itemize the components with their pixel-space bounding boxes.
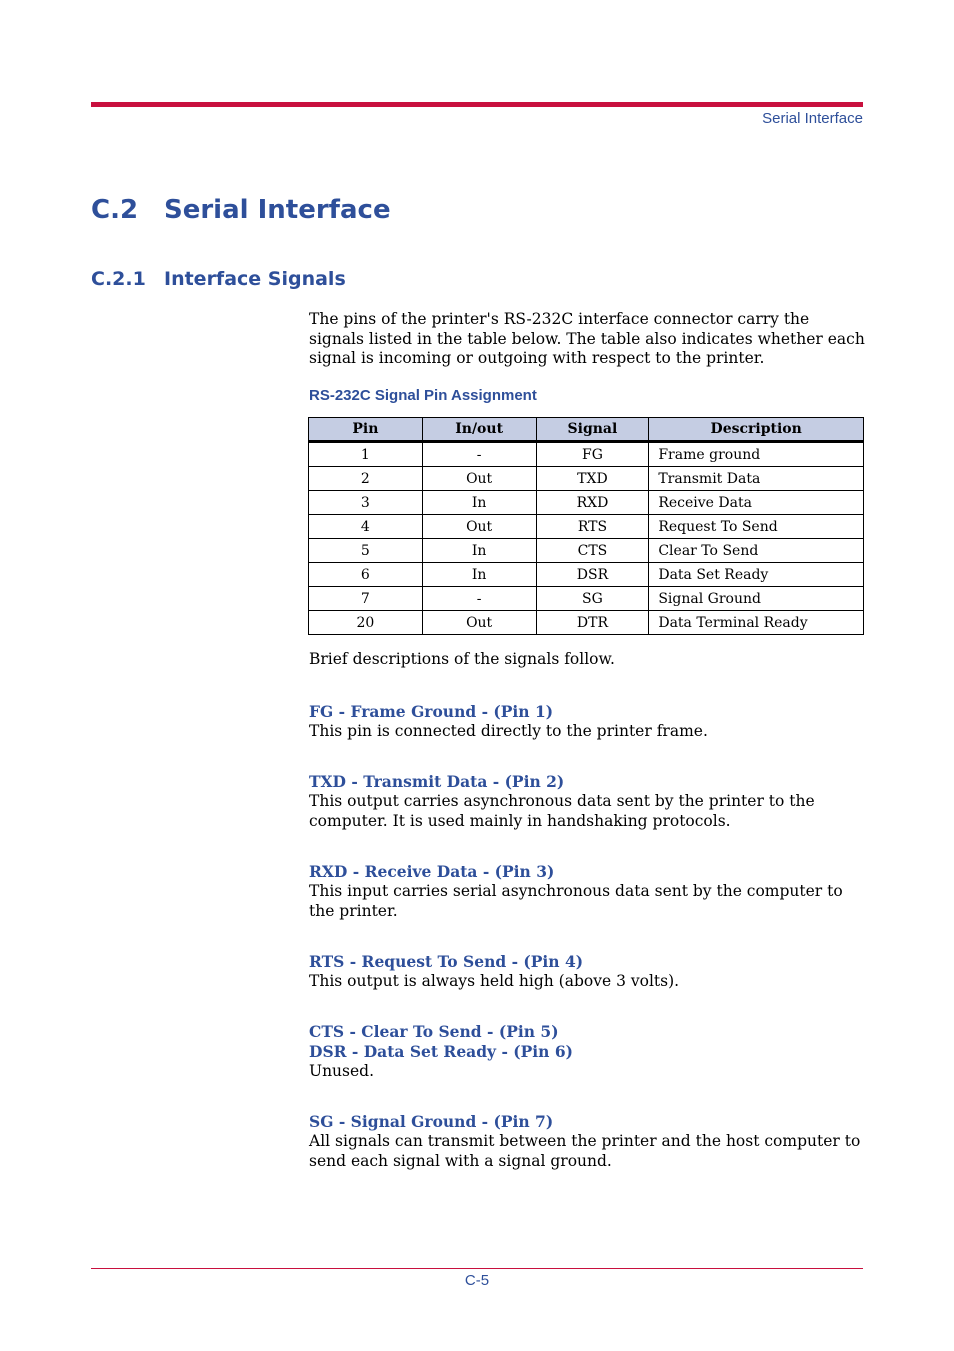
section-title: Serial Interface [164, 195, 391, 225]
subsection-heading [91, 268, 346, 290]
signal-description: Unused. [309, 1062, 375, 1080]
signal-description: All signals can transmit between the printer and the host computer to send each signal with a signal ground. [309, 1132, 861, 1170]
signal-heading: RXD - Receive Data - (Pin 3) [309, 862, 555, 881]
subsection-title: Interface Signals [164, 268, 346, 290]
section-number: C.2 [91, 195, 139, 225]
table-row [309, 491, 864, 515]
table-cell: 6 [309, 563, 423, 587]
table-cell: DTR [536, 611, 649, 635]
table-cell: In [422, 563, 536, 587]
running-header: Serial Interface [762, 110, 863, 127]
intro-paragraph: The pins of the printer's RS-232C interface connector carry the signals listed in the table below. The table also indicates whether each signal is incoming or outgoing with respect to the printer. [309, 310, 865, 367]
table-row [309, 467, 864, 491]
table-cell: CTS [536, 539, 649, 563]
signal-block [309, 702, 865, 742]
table-cell: SG [536, 587, 649, 611]
subsection-number: C.2.1 [91, 268, 146, 290]
brief-paragraph: Brief descriptions of the signals follow. [309, 650, 615, 668]
signal-heading: SG - Signal Ground - (Pin 7) [309, 1112, 554, 1131]
table-cell: Out [422, 611, 536, 635]
signal-block [309, 862, 865, 921]
table-row [309, 442, 864, 467]
signal-block [309, 1112, 865, 1171]
table-cell: Signal Ground [649, 587, 864, 611]
table-cell: RTS [536, 515, 649, 539]
table-cell: Receive Data [649, 491, 864, 515]
column-header: Description [649, 418, 864, 442]
table-cell: TXD [536, 467, 649, 491]
column-header: Signal [536, 418, 649, 442]
signal-heading: RTS - Request To Send - (Pin 4) [309, 952, 584, 971]
table-cell: 20 [309, 611, 423, 635]
signal-heading: FG - Frame Ground - (Pin 1) [309, 702, 554, 721]
table-cell: Out [422, 467, 536, 491]
table-cell: DSR [536, 563, 649, 587]
signal-heading: CTS - Clear To Send - (Pin 5) [309, 1022, 559, 1041]
table-cell: 2 [309, 467, 423, 491]
table-cell: Data Terminal Ready [649, 611, 864, 635]
footer-rule [91, 1268, 863, 1269]
table-cell: Request To Send [649, 515, 864, 539]
table-cell: 3 [309, 491, 423, 515]
table-row [309, 539, 864, 563]
table-header-row [309, 418, 864, 442]
signal-heading: TXD - Transmit Data - (Pin 2) [309, 772, 565, 791]
signal-description: This input carries serial asynchronous data sent by the computer to the printer. [309, 882, 843, 920]
signal-block [309, 1022, 865, 1082]
signal-description: This pin is connected directly to the printer frame. [309, 722, 708, 740]
table-cell: Clear To Send [649, 539, 864, 563]
table-row [309, 563, 864, 587]
table-cell: - [422, 442, 536, 467]
table-caption: RS-232C Signal Pin Assignment [309, 387, 537, 404]
section-heading [91, 195, 391, 225]
signal-description: This output is always held high (above 3 volts). [309, 972, 680, 990]
table-row [309, 587, 864, 611]
table-cell: FG [536, 442, 649, 467]
table-cell: 7 [309, 587, 423, 611]
table-cell: Data Set Ready [649, 563, 864, 587]
table-cell: Out [422, 515, 536, 539]
table-row [309, 515, 864, 539]
table-cell: Frame ground [649, 442, 864, 467]
signal-block [309, 772, 865, 831]
signal-heading: DSR - Data Set Ready - (Pin 6) [309, 1042, 573, 1061]
column-header: In/out [422, 418, 536, 442]
table-cell: In [422, 491, 536, 515]
signal-block [309, 952, 865, 992]
header-rule [91, 102, 863, 107]
table-cell: 4 [309, 515, 423, 539]
table-cell: In [422, 539, 536, 563]
signal-description: This output carries asynchronous data sent by the printer to the computer. It is used mainly in handshaking protocols. [309, 792, 815, 830]
table-cell: Transmit Data [649, 467, 864, 491]
table-cell: 5 [309, 539, 423, 563]
pin-assignment-table [308, 417, 864, 635]
table-row [309, 611, 864, 635]
table-cell: 1 [309, 442, 423, 467]
table-cell: - [422, 587, 536, 611]
column-header: Pin [309, 418, 423, 442]
table-cell: RXD [536, 491, 649, 515]
page-number: C-5 [464, 1272, 490, 1289]
